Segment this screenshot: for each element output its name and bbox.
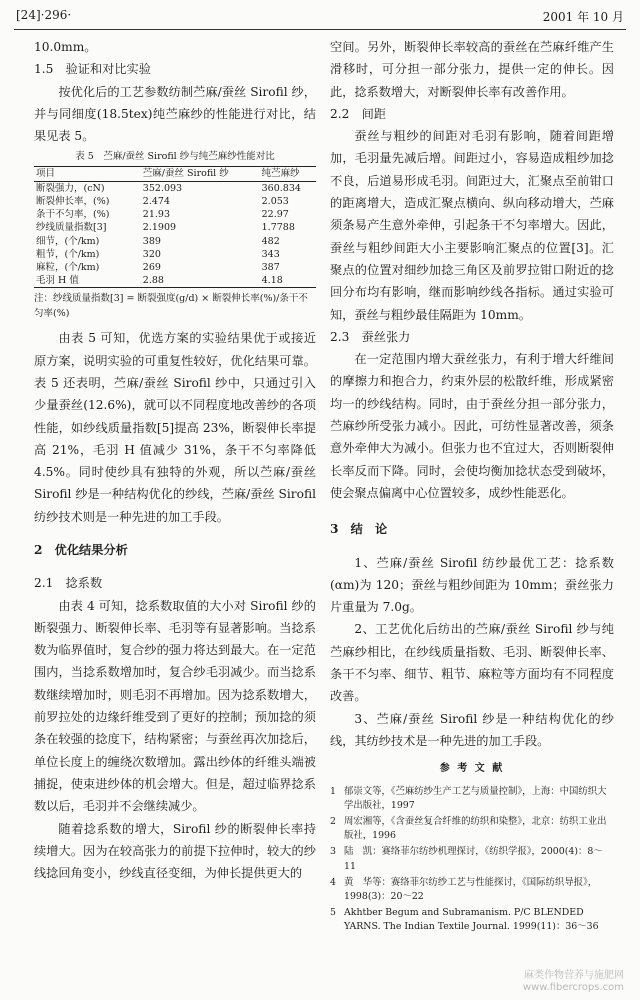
table-row <box>34 274 316 288</box>
reference-item <box>330 906 614 934</box>
table-cell: 389 <box>142 235 161 247</box>
watermark-line: www.fibercrops.com <box>522 982 624 993</box>
table-row <box>34 235 316 248</box>
issue-date: 2001 年 10 月 <box>542 10 624 24</box>
conclusion-item: 1、苎麻/蚕丝 Sirofil 纺纱最优工艺：捻系数(αm)为 120；蚕丝与粗纱间距为 10mm；蚕丝张力片重量为 7.0g。 <box>330 555 614 615</box>
section-3-heading: 3 结 论 <box>330 522 388 537</box>
reference-text: 陆 凯：赛络菲尔纺纱机理探讨，《纺织学报》，2000(4)：8～11 <box>344 846 603 872</box>
paragraph-continued: 10.0mm。 <box>34 40 97 54</box>
conclusion-item: 3、苎麻/蚕丝 Sirofil 纱是一种结构优化的纱线，其纺纱技术是一种先进的加工手段。 <box>330 711 614 748</box>
spacer <box>330 504 614 518</box>
table-cell: 1.7788 <box>261 222 295 234</box>
paragraph-continued: 空间。另外，断裂伸长率较高的蚕丝在苎麻纤维产生滑移时，可分担一部分张力，提供一定的伸长。因此，捻系数增大，对断裂伸长率有改善作用。 <box>330 40 614 99</box>
table-row <box>34 261 316 274</box>
header-rule <box>14 29 626 30</box>
page-number: [24]·296· <box>16 8 72 22</box>
left-column <box>34 36 316 884</box>
reference-item <box>330 785 614 813</box>
section-1-5-heading: 1.5 验证和对比实验 <box>34 62 151 77</box>
reference-text: 周宏湘等，《含蚕丝复合纤维的纺织和染整》，北京：纺织工业出版社，1996 <box>344 815 607 842</box>
reference-text: Akhtber Begum and Subramanism. P/C BLENDED YARNS. The Indian Textile Journal. 1999(11)：36～36 <box>344 907 599 933</box>
table-cell: 2.1909 <box>142 222 177 234</box>
reference-text: 郁崇文等，《苎麻纺纱生产工艺与质量控制》，上海：中国纺织大学出版社，1997 <box>344 785 607 811</box>
reference-item <box>330 845 614 873</box>
section-2-2-heading: 2.2 间距 <box>330 106 386 121</box>
references-heading: 参 考 文 献 <box>439 763 505 775</box>
right-column <box>330 36 614 937</box>
paragraph: 蚕丝与粗纱的间距对毛羽有影响，随着间距增加，毛羽量先减后增。间距过小，容易造成粗纱加捻不良，后道易形成毛羽。间距过大，汇聚点至前钳口的距离增大，造成汇聚点横向、纵向移动增大，苎麻须条易产生意外牵伸，引起条干不匀率增大。因此，蚕丝与粗纱间距大小主要影响汇聚点的位置[3]。汇聚点的位置对细纱加捻三角区及前罗拉钳口附近的捻回分布均有影响，继而影响纱线各指标。通过实验可知，蚕丝与粗纱最佳隔距为 10mm。 <box>330 129 614 322</box>
table-cell: 粗节，(个/km) <box>36 248 100 260</box>
table-row <box>34 181 316 195</box>
table-cell: 细节，(个/km) <box>36 235 100 247</box>
spacer <box>34 528 316 539</box>
paragraph: 在一定范围内增大蚕丝张力，有利于增大纤维间的摩擦力和抱合力，约束外层的松散纤维，形成紧密均一的纱线结构。同时，由于蚕丝分担一部分张力，苎麻纱所受张力减小。因此，可纺性显著改善，须条意外牵伸大为减小。但张力也不宜过大，否则断裂伸长率反而下降。同时，会使均衡加捻状态受到破坏，使会聚点偏离中心位置较多，成纱性能恶化。 <box>330 352 614 500</box>
table-cell: 2.88 <box>142 275 164 287</box>
table-cell: 毛羽 H 值 <box>36 275 79 287</box>
references-list <box>330 785 614 935</box>
reference-number: 2 <box>330 815 336 827</box>
table-5-caption: 表 5 苎麻/蚕丝 Sirofil 纱与纯苎麻纱性能对比 <box>75 151 275 163</box>
table-cell: 352.093 <box>142 182 183 194</box>
paragraph: 按优化后的工艺参数纺制苎麻/蚕丝 Sirofil 纱，并与同细度(18.5tex)纯苎麻纱的性能进行对比，结果见表 5。 <box>34 84 316 144</box>
table-row <box>34 221 316 234</box>
watermark <box>523 970 624 994</box>
table-row <box>34 248 316 261</box>
conclusion-item: 2、工艺优化后纺出的苎麻/蚕丝 Sirofil 纱与纯苎麻纱相比，在纱线质量指数、毛羽、断裂伸长率、条干不匀率、细节、粗节、麻粒等方面均有不同程度改善。 <box>330 622 614 704</box>
paragraph: 由表 5 可知，优选方案的实验结果优于或接近原方案，说明实验的可重复性较好，优化结果可靠。表 5 还表明，苎麻/蚕丝 Sirofil 纱中，只通过引入少量蚕丝(12.6%)，就可以不同程度地改善纱的各项性能，如纱线质量指数[5]提高 23%，断裂伸长率提高 21%，毛羽 H 值减少 31%，条干不匀率降低 4.5%。同时使纱具有独特的外观，所以苎麻/蚕丝 Sirofil 纱是一种结构优化的纱线，苎麻/蚕丝 Sirofil 纺纱技术则是一种先进的加工手段。 <box>34 331 316 524</box>
reference-number: 3 <box>330 846 336 858</box>
section-2-3-heading: 2.3 蚕丝张力 <box>330 329 411 344</box>
reference-item <box>330 876 614 904</box>
reference-number: 1 <box>330 785 336 797</box>
table-cell: 条干不匀率，(%) <box>36 209 110 221</box>
table-cell: 343 <box>261 248 280 260</box>
table-cell: 麻粒，(个/km) <box>36 261 100 273</box>
reference-text: 黄 华等：赛络菲尔纺纱工艺与性能探讨，《国际纺织导报》，1998(3)：20～22 <box>344 876 598 902</box>
table-header-row <box>34 167 316 181</box>
spacer <box>34 561 316 572</box>
table-cell: 320 <box>142 248 161 260</box>
table-cell: 断裂伸长率，(%) <box>36 195 110 207</box>
spacer <box>330 541 614 552</box>
table-cell: 2.474 <box>142 195 170 207</box>
paragraph: 由表 4 可知，捻系数取值的大小对 Sirofil 纱的断裂强力、断裂伸长率、毛羽等有显著影响。当捻系数为临界值时，复合纱的强力将达到最大。在一定范围内，当捻系数增加时，复合纱毛羽减少。而当捻系数继续增加时，则毛羽不再增加。因为捻系数增大，前罗拉处的边缘纤维受到了更好的控制；预加捻的须条在较强的捻度下，结构紧密；与蚕丝再次加捻后，单位长度上的缠绕次数增加。露出纱体的纤维头端被捕捉，使束进纱体的机会增大。但是，超过临界捻系数以后，毛羽并不会继续减少。 <box>34 598 316 814</box>
table-cell: 2.053 <box>261 195 289 207</box>
table-row <box>34 195 316 208</box>
table-header-cell: 苎麻/蚕丝 Sirofil 纱 <box>142 168 229 180</box>
table-header-cell: 纯苎麻纱 <box>261 168 300 180</box>
reference-item <box>330 815 614 843</box>
reference-number: 4 <box>330 876 336 888</box>
table-cell: 360.834 <box>261 182 301 194</box>
table-5-note: 注：纱线质量指数[3] = 断裂强度(g/d) × 断裂伸长率(%)/条干不匀率(%) <box>34 293 308 320</box>
table-cell: 22.97 <box>261 209 289 221</box>
section-2-heading: 2 优化结果分析 <box>34 542 128 557</box>
table-cell: 21.93 <box>142 209 170 221</box>
table-cell: 269 <box>142 261 161 273</box>
table-cell: 387 <box>261 261 280 273</box>
reference-number: 5 <box>330 907 336 919</box>
table-row <box>34 208 316 221</box>
section-2-1-heading: 2.1 捻系数 <box>34 576 103 591</box>
table-header-cell: 项目 <box>36 168 56 180</box>
table-cell: 纱线质量指数[3] <box>36 222 107 234</box>
table-cell: 断裂强力，(cN) <box>36 182 105 194</box>
table-cell: 482 <box>261 235 280 247</box>
paragraph: 随着捻系数的增大，Sirofil 纱的断裂伸长率持续增大。因为在较高张力的前提下拉伸时，较大的纱线捻回角变小，纱线直径变细，为伸长提供更大的 <box>34 821 316 881</box>
watermark-line: 麻类作物营养与施肥网 <box>524 970 624 981</box>
table-cell: 4.18 <box>261 275 283 287</box>
table-5 <box>34 166 316 288</box>
